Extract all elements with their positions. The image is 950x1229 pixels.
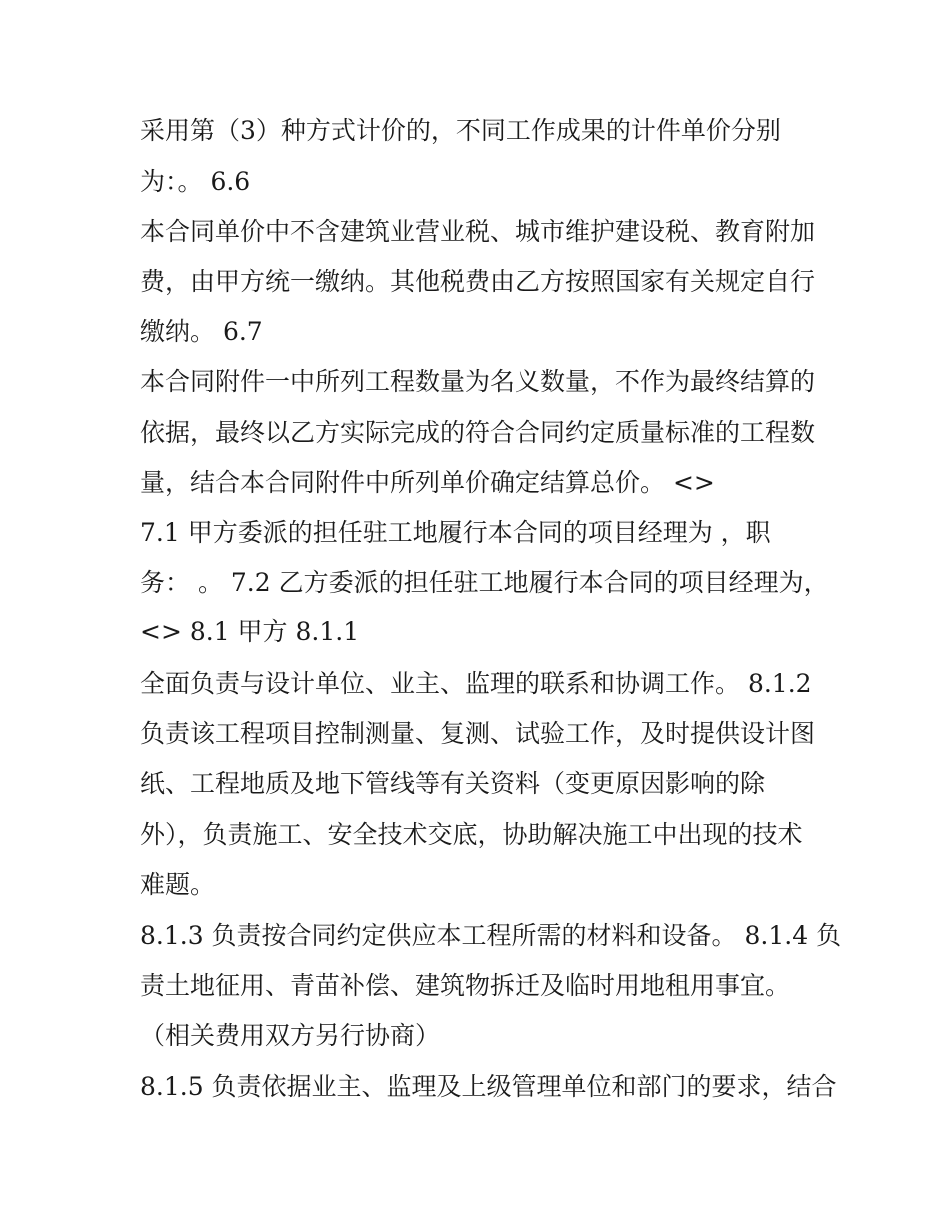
text-line: 本合同附件一中所列工程数量为名义数量，不作为最终结算的 bbox=[140, 367, 816, 396]
text-line: 全面负责与设计单位、业主、监理的联系和协调工作。 8.1.2 bbox=[140, 669, 812, 698]
text-line: 费，由甲方统一缴纳。其他税费由乙方按照国家有关规定自行 bbox=[140, 267, 816, 296]
text-line: 依据，最终以乙方实际完成的符合合同约定质量标准的工程数 bbox=[140, 418, 816, 447]
text-line: <> 8.1 甲方 8.1.1 bbox=[140, 617, 360, 646]
text-line: 7.1 甲方委派的担任驻工地履行本合同的项目经理为 ，职 bbox=[140, 518, 771, 547]
text-line: 责土地征用、青苗补偿、建筑物拆迁及临时用地租用事宜。 bbox=[140, 971, 791, 1000]
text-line: 外），负责施工、安全技术交底，协助解决施工中出现的技术 bbox=[140, 820, 803, 849]
text-line: 务： 。 7.2 乙方委派的担任驻工地履行本合同的项目经理为， bbox=[140, 568, 829, 597]
text-line: 难题。 bbox=[140, 870, 216, 899]
text-line: 本合同单价中不含建筑业营业税、城市维护建设税、教育附加 bbox=[140, 217, 816, 246]
text-line: 为：。 6.6 bbox=[140, 167, 251, 196]
text-line: 负责该工程项目控制测量、复测、试验工作，及时提供设计图 bbox=[140, 719, 816, 748]
text-line: 缴纳。 6.7 bbox=[140, 317, 263, 346]
text-line: 8.1.5 负责依据业主、监理及上级管理单位和部门的要求，结合 bbox=[140, 1072, 837, 1101]
text-line: 纸、工程地质及地下管线等有关资料（变更原因影响的除 bbox=[140, 769, 766, 798]
text-line: 8.1.3 负责按合同约定供应本工程所需的材料和设备。 8.1.4 负 bbox=[140, 921, 842, 950]
text-line: 采用第（3）种方式计价的，不同工作成果的计件单价分别 bbox=[140, 116, 781, 145]
text-line: （相关费用双方另行协商） bbox=[140, 1021, 441, 1050]
text-line: 量，结合本合同附件中所列单价确定结算总价。 <> bbox=[140, 468, 715, 497]
